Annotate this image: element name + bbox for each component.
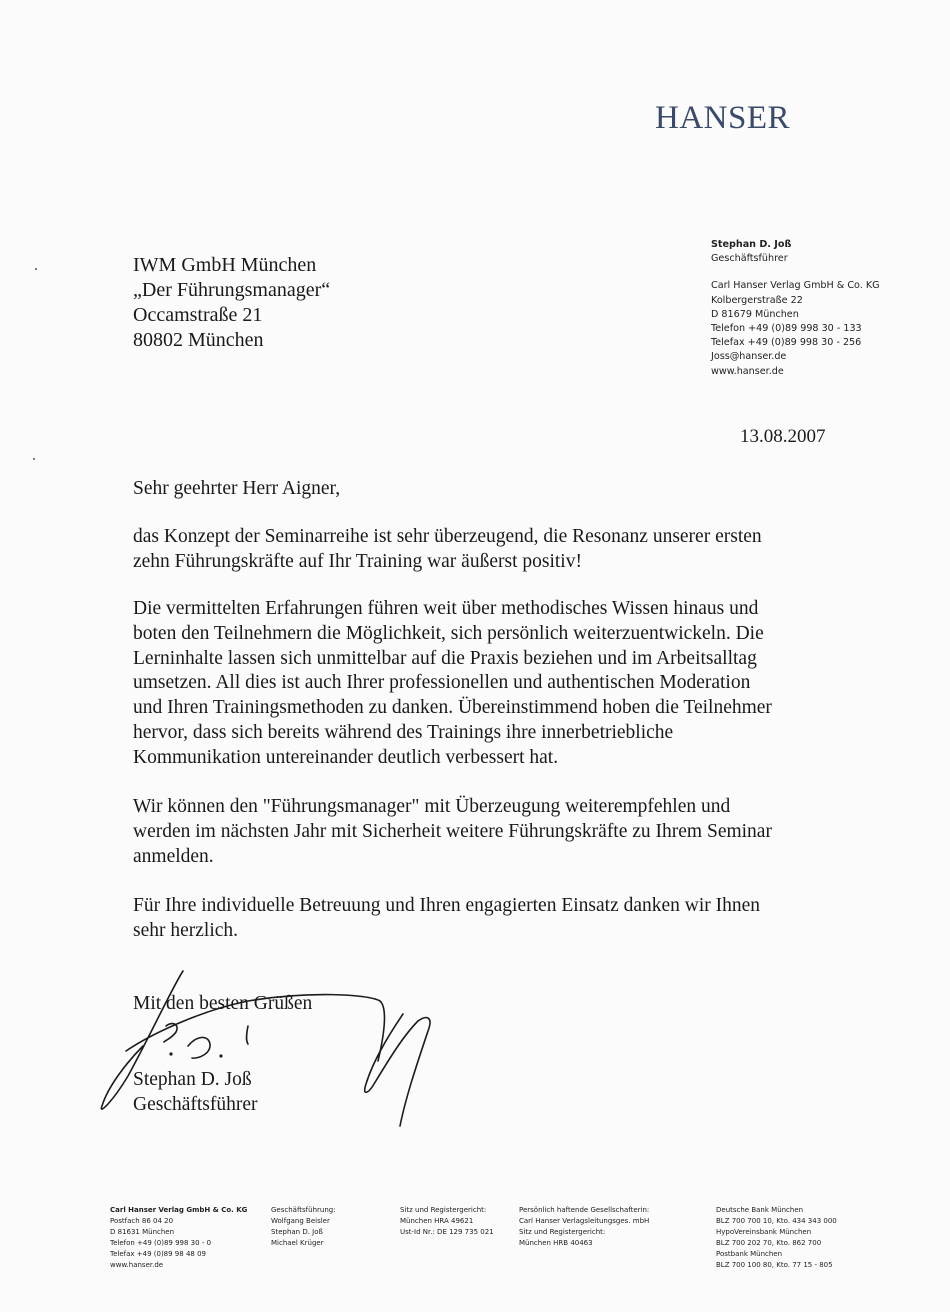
footer-line: HypoVereinsbank München [716,1228,812,1236]
footer-bank-column [716,1205,837,1271]
footer-line: Wolfgang Beisler [271,1217,330,1225]
footer-line: Geschäftsführung: [271,1206,336,1214]
paragraph-line: und Ihren Trainingsmethoden zu danken. Übereinstimmend hoben die Teilnehmer [133,697,772,719]
paragraph-line: Kommunikation untereinander deutlich verbessert hat. [133,746,559,768]
sender-block [711,238,880,379]
paragraph-line: Wir können den "Führungsmanager" mit Überzeugung weiterempfehlen und [133,796,731,817]
footer-line: D 81631 München [110,1228,175,1236]
sender-company: Carl Hanser Verlag GmbH & Co. KG [711,280,880,292]
signer-block [133,1068,258,1118]
paragraph-line: Für Ihre individuelle Betreuung und Ihren engagierten Einsatz danken wir Ihnen [133,895,761,916]
paragraph-line: hervor, dass sich bereits während des Trainings ihre innerbetriebliche [133,721,674,743]
paragraph-3 [133,795,853,869]
paragraph-4 [133,894,853,944]
letter-date: 13.08.2007 [740,426,826,447]
footer-line: München HRA 49621 [400,1217,474,1225]
footer-line: Carl Hanser Verlagsleitungsges. mbH [519,1217,650,1225]
paragraph-line: Lerninhalte lassen sich unmittelbar auf die Praxis beziehen und im Arbeitsalltag [133,647,757,669]
scan-speck [33,458,35,460]
recipient-line: Occamstraße 21 [133,304,263,326]
recipient-line: 80802 München [133,329,264,351]
scan-speck [35,268,37,270]
footer-line: Telefax +49 (0)89 98 48 09 [110,1250,206,1258]
sender-street: Kolbergerstraße 22 [711,294,803,306]
footer-line: Stephan D. Joß [271,1228,323,1236]
footer-line: Sitz und Registergericht: [519,1228,606,1236]
paragraph-1 [133,525,853,575]
footer-line: www.hanser.de [110,1261,164,1269]
sender-city: D 81679 München [711,308,799,320]
paragraph-2 [133,597,853,771]
sender-email: Joss@hanser.de [711,351,787,363]
footer-registry-column [400,1205,494,1238]
footer-line: Postfach 86 04 20 [110,1217,174,1225]
footer-line: Ust-Id Nr.: DE 129 735 021 [400,1228,494,1236]
footer-line: BLZ 700 700 10, Kto. 434 343 000 [716,1217,837,1225]
sender-phone: Telefon +49 (0)89 998 30 - 133 [711,323,862,335]
signer-name: Stephan D. Joß [133,1069,252,1090]
sender-web: www.hanser.de [711,365,784,377]
footer-line: Postbank München [716,1250,783,1258]
footer-line: Michael Krüger [271,1239,324,1247]
footer-line: BLZ 700 100 80, Kto. 77 15 - 805 [716,1261,833,1269]
paragraph-line: sehr herzlich. [133,919,239,941]
footer-company-name: Carl Hanser Verlag GmbH & Co. KG [110,1206,248,1214]
footer-line: Sitz und Registergericht: [400,1206,487,1214]
footer-line: Persönlich haftende Gesellschafterin: [519,1206,650,1214]
recipient-line: „Der Führungsmanager“ [133,279,331,301]
paragraph-line: Die vermittelten Erfahrungen führen weit über methodisches Wissen hinaus und [133,598,759,619]
footer-line: Telefon +49 (0)89 998 30 - 0 [110,1239,212,1247]
recipient-address [133,253,330,353]
paragraph-line: das Konzept der Seminarreihe ist sehr überzeugend, die Resonanz unserer ersten [133,526,762,547]
footer-company-column [110,1205,247,1271]
footer-partner-column [519,1205,649,1249]
sender-fax: Telefax +49 (0)89 998 30 - 256 [711,337,862,349]
footer-line: Deutsche Bank München [716,1206,804,1214]
paragraph-line: umsetzen. All dies ist auch Ihrer professionellen und authentischen Moderation [133,672,751,694]
salutation: Sehr geehrter Herr Aigner, [133,478,341,499]
sender-title: Geschäftsführer [711,253,788,265]
footer-line: BLZ 700 202 70, Kto. 862 700 [716,1239,822,1247]
paragraph-line: werden im nächsten Jahr mit Sicherheit weitere Führungskräfte zu Ihrem Seminar [133,820,772,842]
closing: Mit den besten Grüßen [133,993,313,1014]
paragraph-line: zehn Führungskräfte auf Ihr Training war äußerst positiv! [133,550,582,572]
signer-title: Geschäftsführer [133,1093,258,1115]
paragraph-line: anmelden. [133,845,214,867]
sender-name: Stephan D. Joß [711,239,792,250]
footer-management-column [271,1205,336,1249]
footer-line: München HRB 40463 [519,1239,593,1247]
paragraph-line: boten den Teilnehmern die Möglichkeit, sich persönlich weiterzuentwickeln. Die [133,622,764,644]
hanser-logo: HANSER [655,100,791,136]
recipient-line: IWM GmbH München [133,254,317,276]
